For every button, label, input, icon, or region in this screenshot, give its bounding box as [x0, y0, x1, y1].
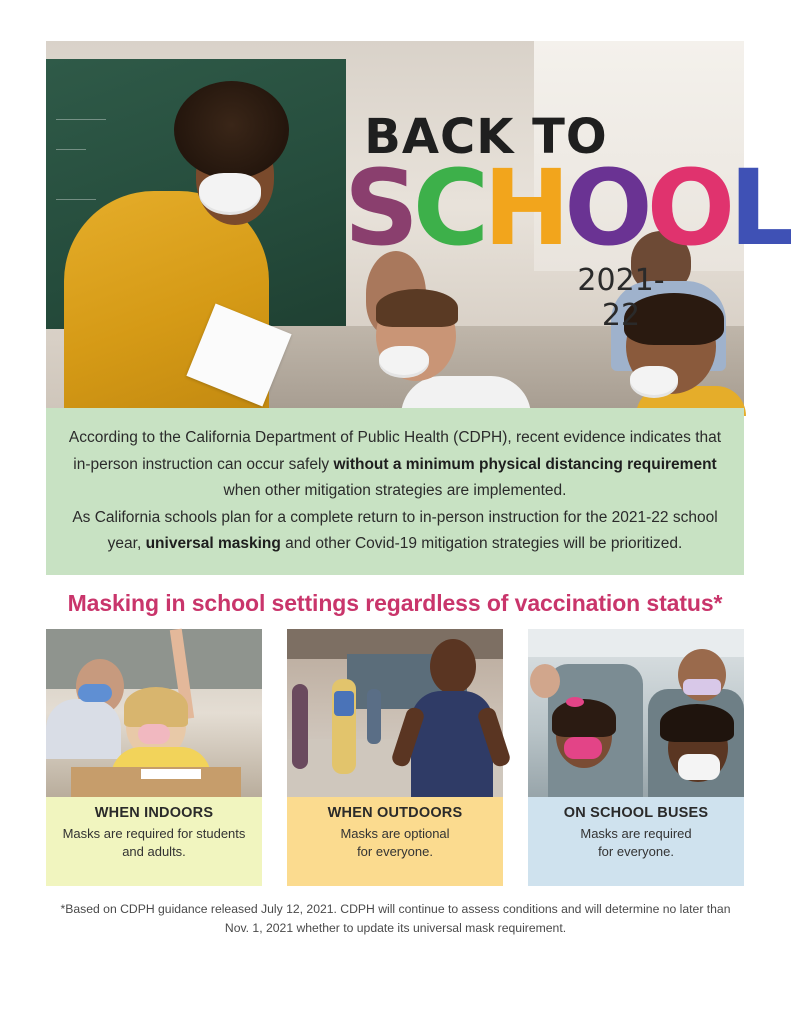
outdoors-caption [287, 797, 503, 886]
card-title: WHEN OUTDOORS [327, 805, 463, 821]
card-title: WHEN INDOORS [94, 805, 214, 821]
title-school [344, 147, 790, 269]
school-year: 2021-22 [577, 263, 665, 333]
title-letter: O [564, 147, 647, 269]
title-letter: O [646, 147, 730, 269]
title-letter: H [483, 147, 565, 269]
masking-heading: Masking in school settings regardless of vaccination status* [67, 590, 723, 616]
footnote: *Based on CDPH guidance released July 12, 2021. CDPH will continue to assess conditions and will determine no later than Nov. 1, 2021 whether to update its universal mask requirement. [60, 902, 731, 935]
card-title: ON SCHOOL BUSES [563, 805, 709, 821]
hero-classroom-photo [46, 41, 790, 408]
card-outdoors [287, 629, 503, 886]
info-paragraph-2: As California schools plan for a complete return to in-person instruction for the 2021-22 school year, universal masking and other Covid-19 mitigation strategies will be prioritized. [72, 508, 718, 552]
title-letter: L [729, 147, 790, 269]
info-paragraph-1: According to the California Department of Public Health (CDPH), recent evidence indicates that in-person instruction can occur safely without a minimum physical distancing requirement when other mitigation strategies are implemented. [68, 429, 722, 499]
card-text: Masks are required for everyone. [580, 826, 692, 859]
outdoors-photo [287, 629, 503, 797]
title-letter: C [412, 147, 484, 269]
indoors-caption [46, 797, 262, 886]
buses-caption [528, 797, 744, 886]
card-indoors [46, 629, 262, 886]
indoors-photo [46, 629, 262, 797]
card-text: Masks are optional for everyone. [340, 826, 450, 859]
cdph-info-box [46, 408, 744, 575]
card-text: Masks are required for students and adults. [62, 826, 246, 859]
bus-photo [528, 629, 744, 797]
title-letter: S [344, 147, 413, 269]
card-buses [528, 629, 744, 886]
title-back-to: BACK TO [364, 109, 608, 165]
